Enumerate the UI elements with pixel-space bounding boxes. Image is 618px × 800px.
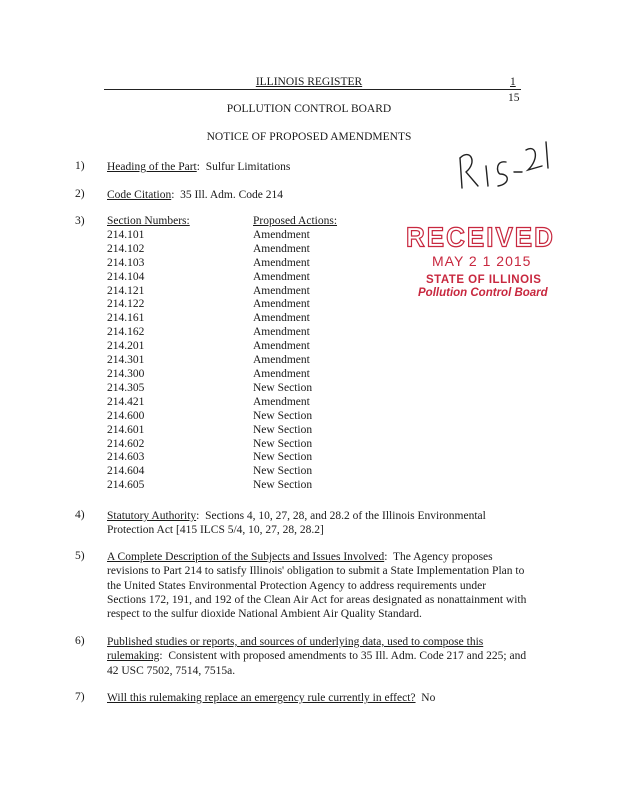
item-1-number: 1) (75, 160, 85, 172)
item-6-number: 6) (75, 635, 85, 647)
section-number: 214.600 (107, 409, 145, 422)
proposed-actions-column (253, 215, 337, 493)
item-2-value: 35 Ill. Adm. Code 214 (180, 189, 284, 201)
section-number: 214.201 (107, 340, 145, 353)
proposed-action: New Section (253, 409, 313, 422)
item-7 (107, 691, 527, 705)
item-3-number: 3) (75, 215, 85, 227)
section-numbers-column (107, 215, 190, 493)
proposed-action: New Section (253, 381, 313, 394)
proposed-action: Amendment (253, 228, 310, 241)
item-1-value: Sulfur Limitations (205, 161, 291, 173)
item-4-number: 4) (75, 509, 85, 521)
item-5-label: A Complete Description of the Subjects and Issues Involved (107, 551, 385, 563)
section-number: 214.305 (107, 381, 145, 394)
section-number: 214.301 (107, 354, 145, 367)
item-5: A Complete Description of the Subjects and Issues Involved: The Agency proposes revisions to Part 214 to satisfy Illinois' obligation to submit a State Implementation Plan to the United States Environmental Protection Agency to address requirements under Sections 172, 191, and 192 of the Clean Air Act for areas designated as nonattainment with respect to the sulfur dioxide National Ambient Air Quality Standard. (107, 551, 527, 621)
section-number: 214.102 (107, 242, 145, 255)
section-number: 214.161 (107, 312, 145, 325)
item-7-number: 7) (75, 691, 85, 703)
proposed-action: Amendment (253, 326, 310, 339)
proposed-action: Amendment (253, 256, 310, 269)
proposed-action: Amendment (253, 354, 310, 367)
proposed-action: Amendment (253, 395, 310, 408)
header-rule (104, 89, 521, 90)
item-4: Statutory Authority: Sections 4, 10, 27, 28, and 28.2 of the Illinois Environmental Protection Act [415 ILCS 5/4, 10, 27, 28, 28.2] (107, 510, 486, 537)
proposed-actions-header: Proposed Actions: (253, 215, 338, 227)
section-number: 214.121 (107, 284, 145, 297)
section-number: 214.601 (107, 423, 145, 436)
notice-title: NOTICE OF PROPOSED AMENDMENTS (206, 131, 412, 143)
section-number: 214.104 (107, 270, 145, 283)
proposed-action: Amendment (253, 340, 310, 353)
received-stamp-date: MAY 2 1 2015 (432, 253, 532, 269)
section-number: 214.603 (107, 451, 145, 464)
item-5-number: 5) (75, 550, 85, 562)
board-title: POLLUTION CONTROL BOARD (226, 103, 392, 115)
item-6: Published studies or reports, and sources of underlying data, used to compose this rulemaking: Consistent with proposed amendments to 35 Ill. Adm. Code 217 and 225; and 42 USC 7502, 7514, 7515a. (107, 636, 527, 677)
proposed-action: Amendment (253, 367, 310, 380)
item-7-value: No (421, 692, 436, 704)
item-5-value: The Agency proposes revisions to Part 214 to satisfy Illinois' obligation to submit a State Implementation Plan to the United States Environmental Protection Agency to address requirements under Sections 172, 191, and 192 of the Clean Air Act for areas designated as nonattainment with respect to the sulfur dioxide National Ambient Air Quality Standard. (107, 551, 527, 621)
received-stamp-title: RECEIVED (406, 221, 555, 253)
received-stamp-state: STATE OF ILLINOIS (426, 274, 542, 286)
proposed-action: New Section (253, 423, 313, 436)
section-number: 214.602 (107, 437, 145, 450)
received-stamp-board: Pollution Control Board (418, 287, 548, 299)
section-number: 214.605 (107, 479, 145, 492)
proposed-action: New Section (253, 437, 313, 450)
item-1-label: Heading of the Part (107, 161, 197, 173)
section-number: 214.122 (107, 298, 145, 311)
proposed-action: Amendment (253, 242, 310, 255)
section-number: 214.604 (107, 465, 145, 478)
item-6-value: Consistent with proposed amendments to 35 Ill. Adm. Code 217 and 225; and 42 USC 7502, 7514, 7515a. (107, 650, 527, 677)
proposed-action: Amendment (253, 298, 310, 311)
proposed-action: Amendment (253, 312, 310, 325)
section-number: 214.101 (107, 228, 145, 241)
item-2: Code Citation: 35 Ill. Adm. Code 214 (107, 189, 284, 201)
page-total: 15 (508, 92, 520, 104)
proposed-action: Amendment (253, 270, 310, 283)
proposed-action: New Section (253, 465, 313, 478)
proposed-action: New Section (253, 479, 313, 492)
section-number: 214.300 (107, 367, 145, 380)
register-title: ILLINOIS REGISTER (255, 76, 363, 88)
item-1: Heading of the Part: Sulfur Limitations (107, 161, 291, 173)
section-numbers-header: Section Numbers: (107, 215, 190, 227)
item-4-label: Statutory Authority (107, 510, 197, 522)
page-number: 1 (510, 76, 516, 88)
item-2-label: Code Citation (107, 189, 172, 201)
proposed-action: Amendment (253, 284, 310, 297)
item-4-value: Sections 4, 10, 27, 28, and 28.2 of the Illinois Environmental Protection Act [415 ILCS 5/4, 10, 27, 28, 28.2] (107, 510, 486, 537)
section-number: 214.103 (107, 256, 145, 269)
item-2-number: 2) (75, 188, 85, 200)
proposed-action: New Section (253, 451, 313, 464)
section-number: 214.162 (107, 326, 145, 339)
item-7-label: Will this rulemaking replace an emergency rule currently in effect? (107, 692, 416, 704)
section-number: 214.421 (107, 395, 145, 408)
item-6-label: Published studies or reports, and sources of underlying data, used to compose this rulemaking (107, 636, 484, 663)
handwritten-note-text: R15-21 (448, 136, 451, 137)
